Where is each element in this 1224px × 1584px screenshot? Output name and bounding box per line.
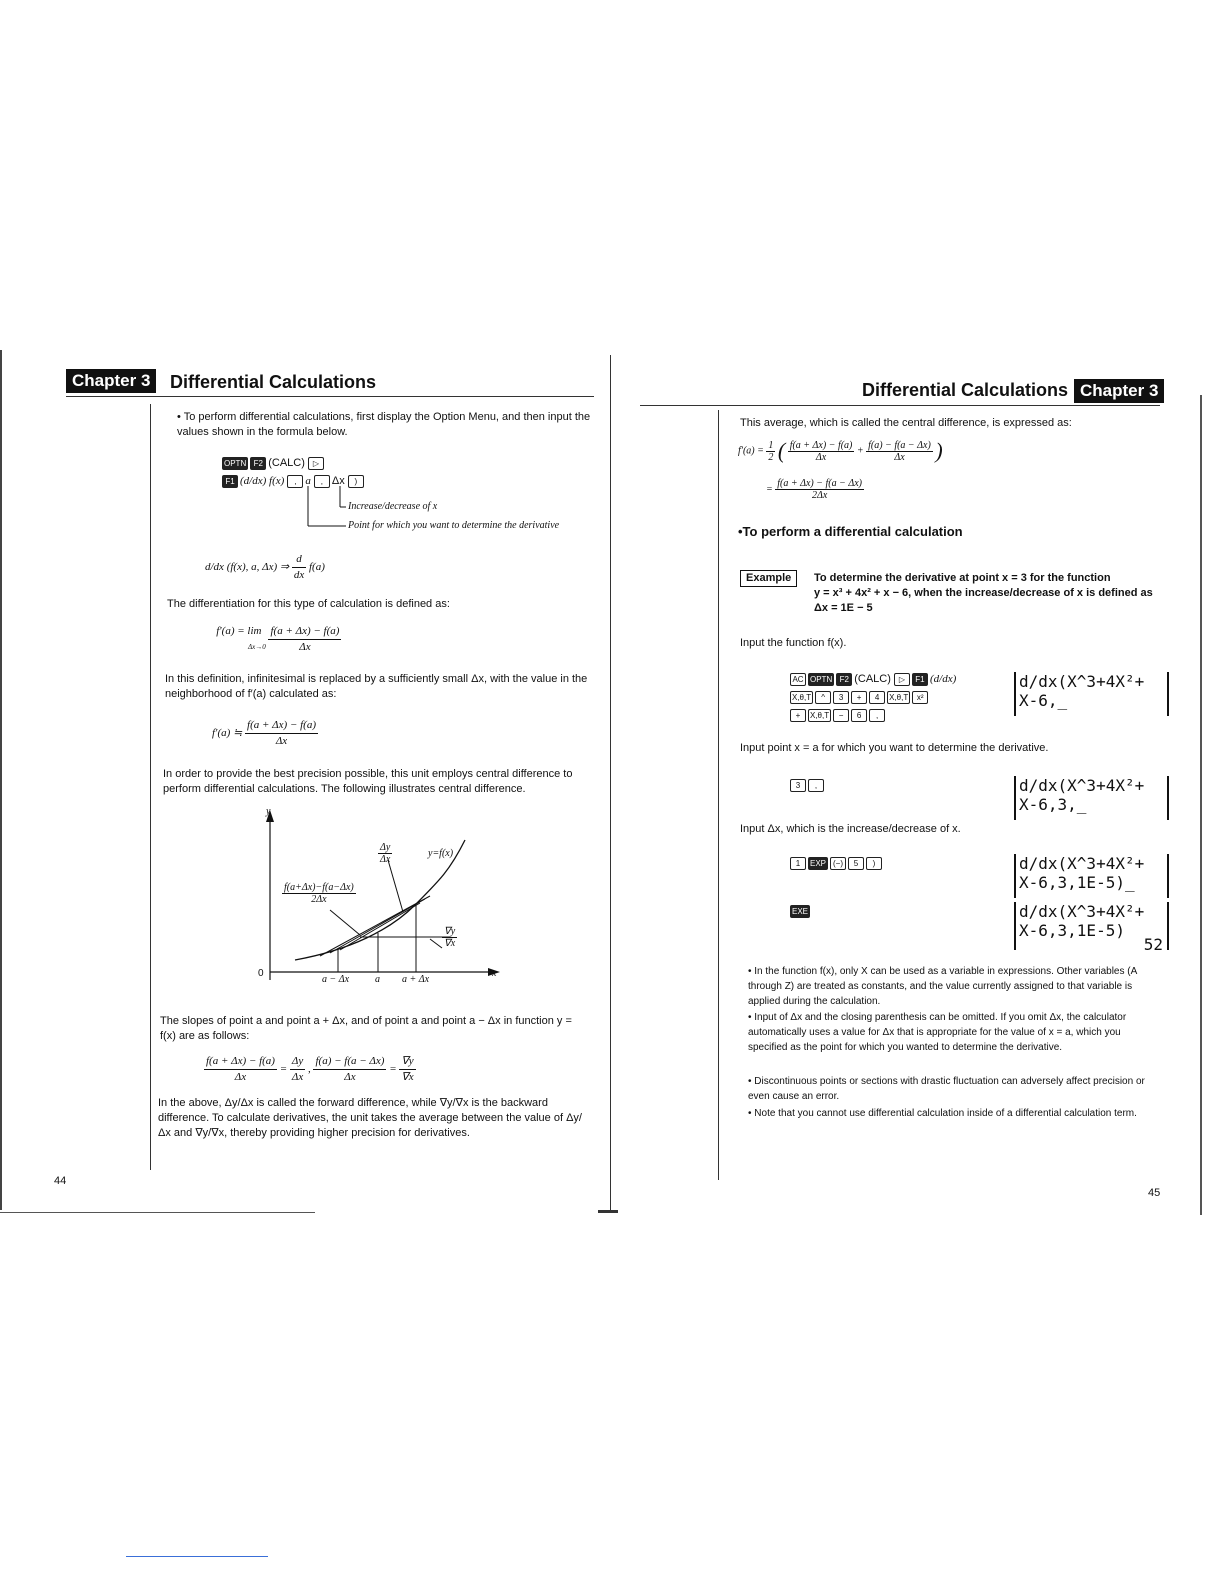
approx-num: f(a + Δx) − f(a) — [245, 718, 318, 734]
central-difference-formula-2: = $\frac{f(a + \Delta x) - f(a - \Delta x)}{2\Delta x}$ — [766, 478, 862, 501]
annotation-increase: Increase/decrease of x — [348, 501, 438, 512]
step-1-keys-a: AC OPTN F2 (CALC) ▷ F1 (d/dx) — [790, 672, 956, 687]
graph-y-label: y — [266, 806, 271, 817]
example-line-2: y = x³ + 4x² + x − 6, when the increase/decrease of x is defined as — [814, 587, 1153, 599]
intro-bullet: • To perform differential calculations, first display the Option Menu, and then input the values shown in the formula below. — [177, 411, 591, 438]
lcd-screen-3 — [1014, 854, 1169, 898]
calc-label: (CALC) — [268, 457, 305, 469]
key-f2: F2 — [250, 457, 266, 470]
graph-fx-label: y=f(x) — [428, 848, 454, 859]
ddx-lhs: d/dx (f(x), a, Δx) ⇒ — [205, 561, 290, 574]
right-edge-line — [1200, 395, 1202, 1215]
infinitesimal-text: In this definition, infinitesimal is replaced by a sufficiently small Δx, with the value in the neighborhood of f′(a) calculated as: — [165, 673, 588, 700]
graph-dy-dx: $\frac{\Delta y}{\Delta x}$ — [380, 842, 391, 865]
lcd-1-line-1: d/dx(X^3+4X²+ — [1019, 672, 1145, 691]
graph-origin-label: 0 — [258, 968, 264, 979]
key-comma-2: , — [314, 475, 330, 488]
bottom-link-line — [126, 1556, 268, 1557]
lcd-screen-4 — [1014, 902, 1169, 954]
average-text: This average, which is called the central difference, is expressed as: — [740, 417, 1072, 429]
graph-tick-a-plus: a + Δx — [402, 974, 430, 985]
key-right: ▷ — [308, 457, 324, 470]
lcd-4-line-1: d/dx(X^3+4X²+ — [1019, 902, 1145, 921]
central-difference-formula: f′(a) = $\frac{1}{2}$ ( $\frac{f(a + \Delta x) - f(a)}{\Delta x}$ + $\frac{f(a) - f(a - \Delta x)}{\Delta x}$ ) — [738, 438, 943, 463]
note-bullet-4: • Note that you cannot use differential calculation inside of a differential calculation term. — [748, 1108, 1137, 1119]
lcd-screen-1 — [1014, 672, 1169, 716]
note-bullet-3: • Discontinuous points or sections with drastic fluctuation can adversely affect precision or even cause an error. — [748, 1076, 1145, 1102]
note-bullet-2: • Input of Δx and the closing parenthesis can be omitted. If you omit Δx, the calculator automatically uses a value for Δx that is appropriate for the value of x = a, which you specified as the point for which you wanted to determine the derivative. — [748, 1012, 1127, 1053]
example-line-1: To determine the derivative at point x = 3 for the function — [814, 572, 1111, 584]
step-2-keys: 3 , — [790, 778, 826, 793]
lcd-3-line-1: d/dx(X^3+4X²+ — [1019, 854, 1145, 873]
step-4-keys: EXE — [792, 906, 809, 916]
gutter-foot — [598, 1210, 618, 1213]
right-page-title: Differential Calculations — [862, 380, 1069, 400]
ddx-frac-den: dx — [293, 569, 305, 581]
dx-var: Δx — [331, 475, 345, 487]
step-3-keys: 1 EXP (−) 5 ) — [790, 856, 884, 871]
example-label: Example — [740, 570, 797, 587]
definition-formula — [212, 624, 341, 655]
step-2-text: Input point x = a for which you want to determine the derivative. — [740, 742, 1049, 754]
central-text: In order to provide the best precision possible, this unit employs central difference to perform differential calculations. The following illustrates central difference. — [163, 768, 573, 795]
step-1-text: Input the function f(x). — [740, 637, 847, 649]
approx-formula — [212, 718, 318, 749]
lcd-1-line-2: X-6,_ — [1019, 691, 1068, 710]
a-var: a — [305, 475, 311, 487]
key-f1: F1 — [222, 475, 238, 488]
page-title: Differential Calculations — [170, 372, 377, 392]
graph-central-label: $\frac{f(a+\Delta x)-f(a-\Delta x)}{2\Delta x}$ — [284, 882, 354, 905]
step-3-text: Input Δx, which is the increase/decrease of x. — [740, 823, 961, 835]
def-num: f(a + Δx) − f(a) — [268, 624, 341, 640]
ddx-frac-num: d — [292, 552, 306, 568]
section-heading: •To perform a differential calculation — [738, 524, 963, 539]
step-1-keys-b: X,θ,T ^ 3 + 4 X,θ,T x² — [790, 690, 930, 705]
left-bottom-rule — [0, 1212, 315, 1213]
approx-den: Δx — [275, 735, 288, 747]
graph-tick-a: a — [375, 974, 380, 985]
graph-tick-a-minus: a − Δx — [322, 974, 350, 985]
step-1-keys-c: + X,θ,T − 6 , — [790, 708, 887, 723]
lcd-3-line-2: X-6,3,1E-5)_ — [1019, 873, 1135, 892]
lcd-2-line-2: X-6,3,_ — [1019, 795, 1087, 814]
right-margin-rule — [718, 410, 719, 1180]
annotation-brackets — [300, 486, 350, 532]
example-line-3: Δx = 1E − 5 — [814, 602, 873, 614]
key-optn: OPTN — [224, 458, 247, 468]
def-den: Δx — [299, 641, 311, 653]
lcd-2-line-1: d/dx(X^3+4X²+ — [1019, 776, 1145, 795]
key-sequence-1 — [222, 456, 326, 471]
slopes-text: The slopes of point a and point a + Δx, and of point a and point a − Δx in function y = f(x) are as follows: — [160, 1015, 572, 1042]
backward-text: In the above, Δy/Δx is called the forward difference, while ∇y/∇x is the backward difference. To calculate derivatives, the unit takes the average between the value of Δy/Δx and ∇y/∇x, thereby providing higher precision for derivatives. — [158, 1097, 582, 1139]
note-bullet-1: • In the function f(x), only X can be used as a variable in expressions. Other variables (A through Z) are treated as constants, and the value currently assigned to that variable is applied during the calculation. — [748, 966, 1137, 1007]
slopes-formula: $\frac{f(a + \Delta x) - f(a)}{\Delta x}$ = $\frac{\Delta y}{\Delta x}$ , $\frac{f(a) - f(a - \Delta x)}{\Delta x}$ = $\frac{\nabla y}{\nabla x}$ — [206, 1055, 414, 1083]
page-number-45: 45 — [1148, 1187, 1161, 1199]
ddx-formula — [205, 552, 325, 583]
title-rule — [66, 396, 594, 397]
key-close-paren: ) — [348, 475, 364, 488]
key-comma: , — [287, 475, 303, 488]
ddx-fx: (d/dx) f(x) — [240, 475, 285, 487]
gutter-line — [610, 355, 611, 1210]
approx-lhs: f′(a) ≒ — [212, 727, 243, 740]
page-number-44: 44 — [54, 1175, 67, 1187]
lcd-4-result: 52 — [1143, 935, 1163, 954]
left-edge-line — [0, 350, 2, 1210]
lcd-screen-2 — [1014, 776, 1169, 820]
def-lim-sub: Δx→0 — [248, 643, 266, 651]
graph-nabla-label: $\frac{\nabla y}{\nabla x}$ — [444, 926, 456, 949]
def-lhs: f′(a) = lim — [216, 625, 262, 637]
graph-x-label: x — [492, 968, 497, 979]
margin-rule — [150, 404, 151, 1170]
ddx-tail: f(a) — [308, 561, 325, 574]
right-title-rule — [640, 405, 1160, 406]
right-chapter-badge: Chapter 3 — [1074, 379, 1164, 403]
lcd-4-line-2: X-6,3,1E-5) — [1019, 921, 1125, 940]
definition-text: The differentiation for this type of calculation is defined as: — [167, 598, 450, 610]
annotation-point: Point for which you want to determine the derivative — [348, 520, 560, 531]
chapter-badge: Chapter 3 — [66, 369, 156, 393]
